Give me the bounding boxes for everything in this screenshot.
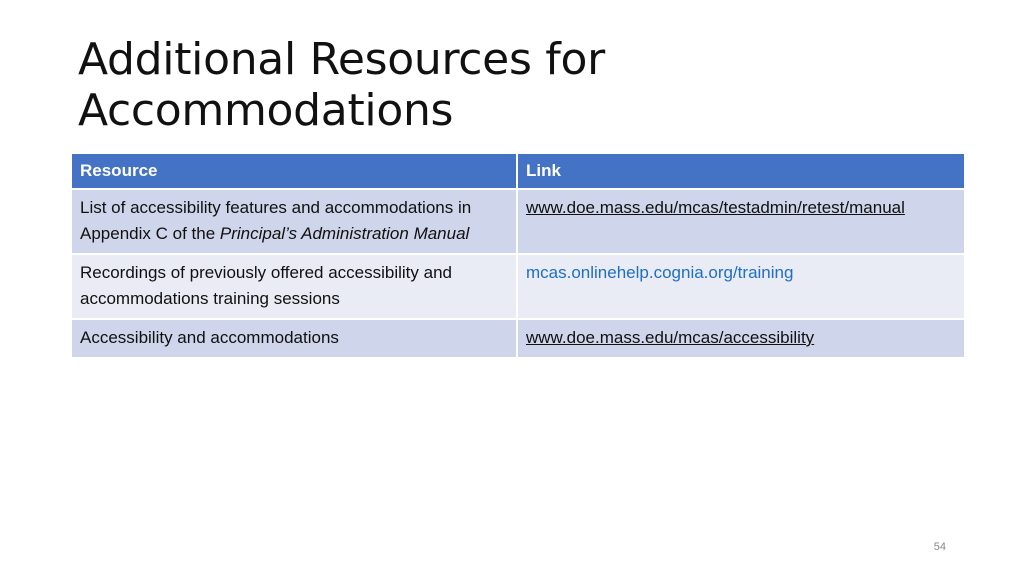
resource-italic-title: Principal’s Administration Manual [219, 224, 470, 243]
slide-title-line-1: Additional Resources for [78, 34, 605, 85]
column-header-resource: Resource [71, 153, 517, 189]
link-cell [517, 254, 965, 319]
table-header-row [71, 153, 965, 189]
resource-text: List of accessibility features and accommodations in Appendix C of the [80, 198, 472, 243]
table-row [71, 254, 965, 319]
link-cell [517, 319, 965, 358]
resource-link[interactable]: www.doe.mass.edu/mcas/accessibility [526, 328, 815, 347]
resources-table [70, 152, 966, 359]
resource-cell [71, 189, 517, 254]
slide-title [78, 34, 958, 136]
resource-link[interactable]: www.doe.mass.edu/mcas/testadmin/retest/manual [526, 198, 905, 217]
link-cell [517, 189, 965, 254]
resource-text: Recordings of previously offered accessibility and accommodations training sessions [80, 263, 452, 308]
resource-link[interactable]: mcas.onlinehelp.cognia.org/training [526, 263, 794, 282]
table-row [71, 319, 965, 358]
slide-number: 54 [933, 541, 946, 553]
resource-text: Accessibility and accommodations [80, 328, 339, 347]
column-header-link: Link [517, 153, 965, 189]
resource-cell [71, 319, 517, 358]
resource-cell [71, 254, 517, 319]
table-row [71, 189, 965, 254]
slide-title-line-2: Accommodations [78, 85, 454, 136]
